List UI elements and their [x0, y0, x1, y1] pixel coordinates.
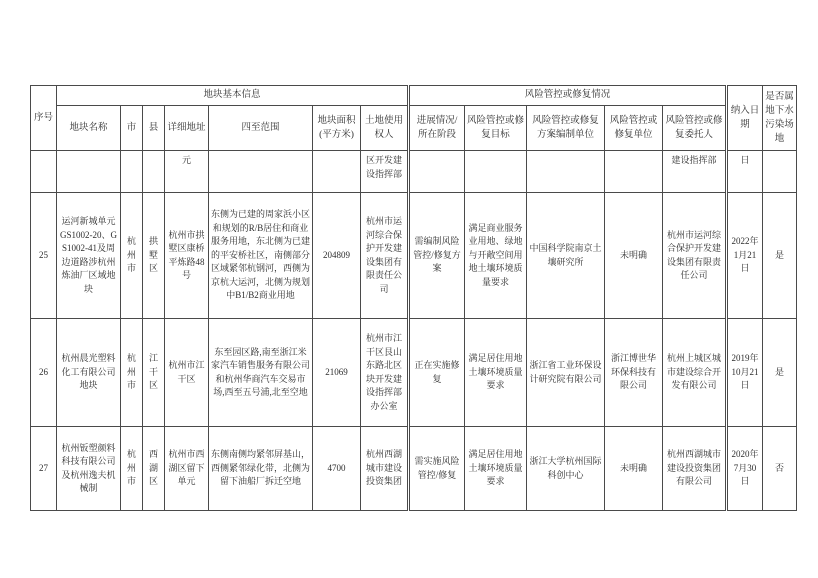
cell-progress: [409, 151, 465, 193]
header-date: 纳入日期: [727, 86, 763, 151]
header-address: 详细地址: [165, 106, 209, 151]
cell-owner: 杭州西湖城市建设投资集团: [361, 427, 409, 511]
cell-groundwater: 是: [763, 193, 797, 319]
cell-address: 杭州市拱墅区康桥平炼路48号: [165, 193, 209, 319]
table-row-26: [31, 319, 797, 427]
cell-owner: 区开发建设指挥部: [361, 151, 409, 193]
cell-progress: 需编制风险管控/修复方案: [409, 193, 465, 319]
header-group-parcel-info: 地块基本信息: [57, 86, 409, 106]
cell-date: 2019年10月21日: [727, 319, 763, 427]
cell-bounds: 东侧为已建的周家浜小区和规划的R/B居住和商业服务用地，东北侧为已建的平安桥社区，南侧部分区域紧邻杭钢河，西侧为京杭大运河，北侧为规划中B1/B2商业用地: [209, 193, 313, 319]
header-owner: 土地使用权人: [361, 106, 409, 151]
cell-county: 西湖区: [143, 427, 165, 511]
cell-client: 杭州市运河综合保护开发建设集团有限责任公司: [663, 193, 727, 319]
cell-parcel-name: 杭州晨光塑料化工有限公司地块: [57, 319, 121, 427]
cell-progress: 需实施风险管控/修复: [409, 427, 465, 511]
cell-target: 满足商业服务业用地、绿地与开敞空间用地土壤环境质量要求: [465, 193, 527, 319]
land-parcel-table: [30, 85, 797, 511]
cell-repair-unit: 未明确: [605, 427, 663, 511]
cell-county: 拱墅区: [143, 193, 165, 319]
cell-area: 21069: [313, 319, 361, 427]
cell-city: 杭州市: [121, 319, 143, 427]
header-seq: 序号: [31, 86, 57, 151]
header-target: 风险管控或修复目标: [465, 106, 527, 151]
header-progress: 进展情况/所在阶段: [409, 106, 465, 151]
cell-target: [465, 151, 527, 193]
header-row-columns: [31, 106, 797, 151]
header-area: 地块面积(平方米): [313, 106, 361, 151]
cell-address: 元: [165, 151, 209, 193]
cell-address: 杭州市西湖区留下单元: [165, 427, 209, 511]
cell-groundwater: 否: [763, 427, 797, 511]
cell-bounds: 东至园区路,南至浙江米家汽车销售服务有限公司和杭州华商汽车交易市场,西至五号浦,北至空地: [209, 319, 313, 427]
cell-seq: 25: [31, 193, 57, 319]
header-groundwater: 是否属地下水污染场地: [763, 86, 797, 151]
cell-parcel-name: [57, 151, 121, 193]
cell-plan-unit: 浙江大学杭州国际科创中心: [527, 427, 605, 511]
table-row-27: [31, 427, 797, 511]
cell-bounds: 东侧南侧均紧邻屏基山，西侧紧邻绿化带，北侧为留下油船厂拆迁空地: [209, 427, 313, 511]
cell-date: 2020年7月30日: [727, 427, 763, 511]
header-county: 县: [143, 106, 165, 151]
cell-date: 日: [727, 151, 763, 193]
cell-city: 杭州市: [121, 427, 143, 511]
cell-parcel-name: 杭州钣塑颜料科技有限公司及杭州逸夫机械制: [57, 427, 121, 511]
cell-client: 杭州西湖城市建设投资集团有限公司: [663, 427, 727, 511]
cell-repair-unit: 浙江博世华环保科技有限公司: [605, 319, 663, 427]
cell-groundwater: 是: [763, 319, 797, 427]
header-client: 风险管控或修复委托人: [663, 106, 727, 151]
cell-target: 满足居住用地土壤环境质量要求: [465, 427, 527, 511]
cell-city: [121, 151, 143, 193]
cell-seq: [31, 151, 57, 193]
table-row-25: [31, 193, 797, 319]
cell-groundwater: [763, 151, 797, 193]
cell-address: 杭州市江干区: [165, 319, 209, 427]
cell-area: [313, 151, 361, 193]
cell-seq: 26: [31, 319, 57, 427]
header-group-risk-info: 风险管控或修复情况: [409, 86, 727, 106]
cell-parcel-name: 运河新城单元GS1002-20、GS1002-41及周边道路涉杭州炼油厂区域地块: [57, 193, 121, 319]
cell-owner: 杭州市江干区艮山东路北区块开发建设指挥部办公室: [361, 319, 409, 427]
cell-client: 杭州上城区城市建设综合开发有限公司: [663, 319, 727, 427]
cell-owner: 杭州市运河综合保护开发建设集团有限责任公司: [361, 193, 409, 319]
cell-plan-unit: 浙江省工业环保设计研究院有限公司: [527, 319, 605, 427]
header-bounds: 四至范围: [209, 106, 313, 151]
cell-bounds: [209, 151, 313, 193]
cell-area: 204809: [313, 193, 361, 319]
cell-plan-unit: [527, 151, 605, 193]
header-parcel-name: 地块名称: [57, 106, 121, 151]
cell-repair-unit: 未明确: [605, 193, 663, 319]
cell-client: 建设指挥部: [663, 151, 727, 193]
header-row-groups: [31, 86, 797, 106]
cell-date: 2022年1月21日: [727, 193, 763, 319]
cell-county: 江干区: [143, 319, 165, 427]
cell-city: 杭州市: [121, 193, 143, 319]
cell-target: 满足居住用地土壤环境质量要求: [465, 319, 527, 427]
cell-seq: 27: [31, 427, 57, 511]
cell-plan-unit: 中国科学院南京土壤研究所: [527, 193, 605, 319]
header-repair-unit: 风险管控或修复单位: [605, 106, 663, 151]
header-plan-unit: 风险管控或修复方案编制单位: [527, 106, 605, 151]
cell-repair-unit: [605, 151, 663, 193]
cell-progress: 正在实施修复: [409, 319, 465, 427]
header-city: 市: [121, 106, 143, 151]
cell-county: [143, 151, 165, 193]
cell-area: 4700: [313, 427, 361, 511]
table-row-continued: [31, 151, 797, 193]
